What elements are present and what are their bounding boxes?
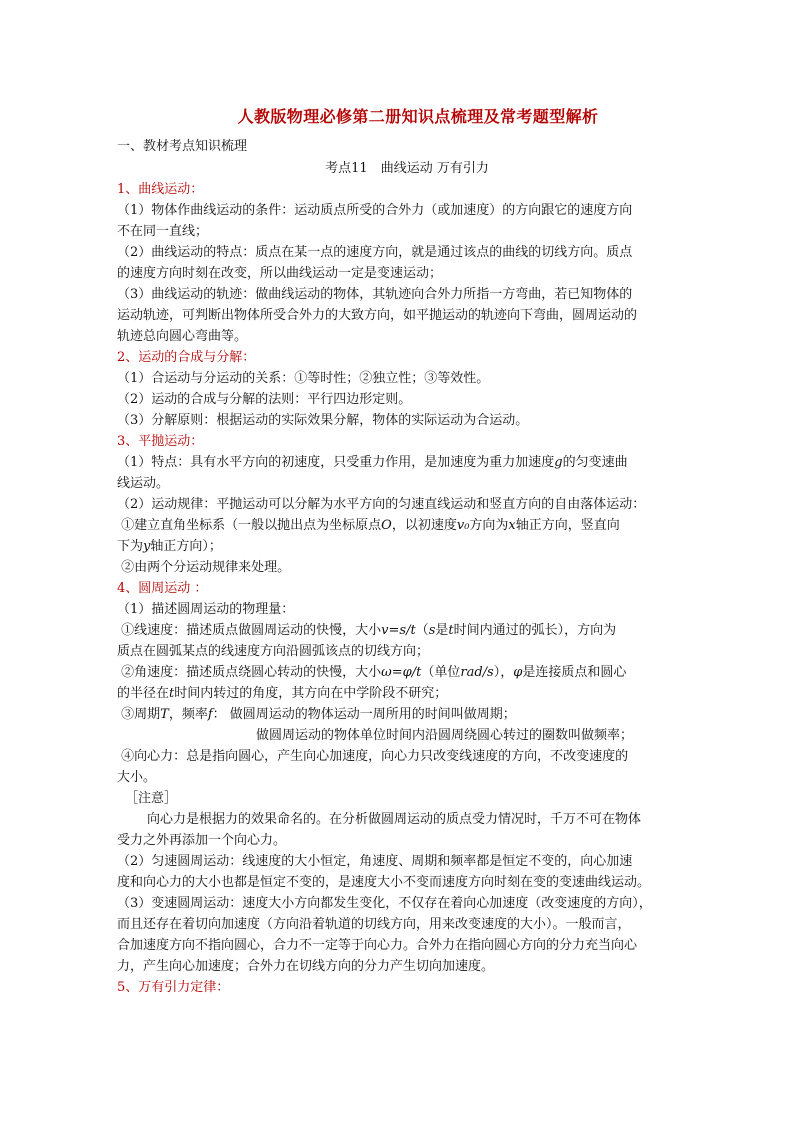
- text-line: （3）变速圆周运动：速度大小方向都发生变化，不仅存在着向心加速度（改变速度的方向），: [117, 896, 652, 911]
- text-line: ①建立直角坐标系（一般以抛出点为坐标原点O，以初速度v₀方向为x轴正方向，竖直向: [121, 518, 620, 533]
- text-line: 大小。: [117, 770, 157, 785]
- text-line: 质点在圆弧某点的线速度方向沿圆弧该点的切线方向；: [117, 644, 430, 659]
- text-line: 不在同一直线；: [117, 224, 209, 239]
- text-line: ②由两个分运动规律来处理。: [121, 560, 291, 575]
- heading-curvilinear-motion: 1、曲线运动：: [117, 182, 204, 197]
- text-line: （2）运动规律：平抛运动可以分解为水平方向的匀速直线运动和竖直方向的自由落体运动：: [117, 497, 646, 512]
- text-line: （3）曲线运动的轨迹：做曲线运动的物体，其轨迹向合外力所指一方弯曲，若已知物体的: [117, 287, 633, 302]
- text-line: （2）匀速圆周运动：线速度的大小恒定，角速度、周期和频率都是恒定不变的，向心加速: [117, 854, 633, 869]
- document-title: 人教版物理必修第二册知识点梳理及常考题型解析: [237, 107, 599, 126]
- text-line: 力，产生向心加速度；合外力在切线方向的分力产生切向加速度。: [117, 959, 495, 974]
- text-line: 受力之外再添加一个向心力。: [117, 833, 287, 848]
- text-line: 而且还存在着切向加速度（方向沿着轨道的切线方向，用来改变速度的大小）。一般而言，: [117, 917, 631, 932]
- heading-gravitation: 5、万有引力定律：: [117, 980, 230, 995]
- text-line: ②角速度：描述质点绕圆心转动的快慢，大小ω=φ/t（单位rad/s），φ是连接质点和圆心: [121, 665, 627, 680]
- text-line: 的半径在t时间内转过的角度，其方向在中学阶段不研究；: [117, 686, 448, 701]
- text-line: （3）分解原则：根据运动的实际效果分解，物体的实际运动为合运动。: [117, 413, 529, 428]
- text-line: 线运动。: [117, 476, 170, 491]
- section-heading: 一、教材考点知识梳理: [117, 139, 248, 154]
- text-line: 合加速度方向不指向圆心，合力不一定等于向心力。合外力在指向圆心方向的分力充当向心: [117, 938, 638, 953]
- text-line: （1）合运动与分运动的关系：①等时性；②独立性；③等效性。: [117, 371, 490, 386]
- text-line: （1）描述圆周运动的物理量：: [117, 602, 295, 617]
- kaodian-heading: 考点11 曲线运动 万有引力: [325, 161, 489, 176]
- text-line: 向心力是根据力的效果命名的。在分析做圆周运动的质点受力情况时，千万不可在物体: [147, 812, 642, 827]
- text-line: 做圆周运动的物体单位时间内沿圆周绕圆心转过的圈数叫做频率；: [256, 728, 634, 743]
- heading-composition: 2、运动的合成与分解：: [117, 350, 256, 365]
- heading-circular-motion: 4、圆周运动 ：: [117, 581, 208, 596]
- text-line: （1）物体作曲线运动的条件：运动质点所受的合外力（或加速度）的方向跟它的速度方向: [117, 203, 633, 218]
- text-line: （2）运动的合成与分解的法则：平行四边形定则。: [117, 392, 412, 407]
- text-line: 的速度方向时刻在改变，所以曲线运动一定是变速运动；: [117, 266, 443, 281]
- heading-projectile: 3、平抛运动：: [117, 434, 204, 449]
- text-line: ④向心力：总是指向圆心，产生向心加速度，向心力只改变线速度的方向，不改变速度的: [121, 749, 629, 764]
- text-line: （1）特点：具有水平方向的初速度，只受重力作用，是加速度为重力加速度g的匀变速曲: [117, 455, 628, 470]
- text-line: ③周期T，频率f： 做圆周运动的物体运动一周所用的时间叫做周期；: [121, 707, 516, 722]
- text-line: 运动轨迹，可判断出物体所受合外力的大致方向，如平抛运动的轨迹向下弯曲，圆周运动的: [117, 308, 638, 323]
- text-line: 度和向心力的大小也都是恒定不变的，是速度大小不变而速度方向时刻在变的变速曲线运动。: [117, 875, 651, 890]
- text-line: 下为y轴正方向）；: [117, 539, 222, 554]
- text-line: ①线速度：描述质点做圆周运动的快慢，大小v=s/t（s是t时间内通过的弧长），方向为: [121, 623, 617, 638]
- note-label: ［注意］: [125, 791, 178, 806]
- text-line: （2）曲线运动的特点：质点在某一点的速度方向，就是通过该点的曲线的切线方向。质点: [117, 245, 633, 260]
- text-line: 轨迹总向圆心弯曲等。: [117, 329, 248, 344]
